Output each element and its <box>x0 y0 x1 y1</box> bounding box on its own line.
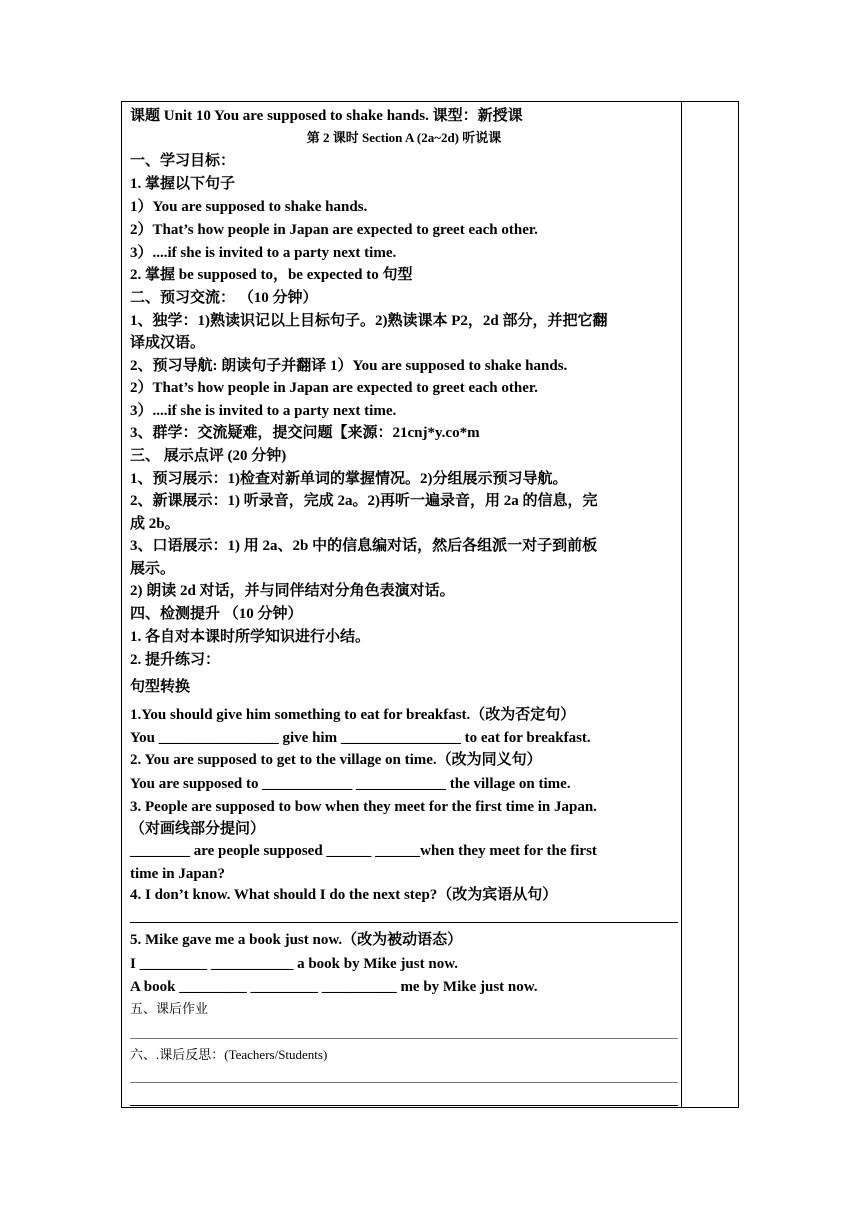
preview-guide-sentence-2: 2）That’s how people in Japan are expected to greet each other. <box>130 380 538 396</box>
homework-writing-line <box>130 1038 678 1039</box>
question-3: 3. People are supposed to bow when they meet for the first time in Japan. <box>130 799 597 815</box>
preview-group-study: 3、群学：交流疑难，提交问题【来源：21cnj*y.co*m <box>130 425 480 441</box>
preview-heading: 二、预习交流： （10 分钟） <box>130 290 318 306</box>
lesson-title: 课题 Unit 10 You are supposed to shake hands. 课型：新授课 <box>130 108 523 124</box>
preview-guide-sentence-3: 3）....if she is invited to a party next time. <box>130 403 397 419</box>
question-1: 1.You should give him something to eat for breakfast.（改为否定句） <box>130 707 576 723</box>
question-5-answer-line-2: A book _________ _________ __________ me by Mike just now. <box>130 979 538 995</box>
preview-guide: 2、预习导航: 朗读句子并翻译 1）You are supposed to shake hands. <box>130 358 568 374</box>
question-4: 4. I don’t know. What should I do the next step?（改为宾语从句） <box>130 887 558 903</box>
show-item-2-line-2: 成 2b。 <box>130 516 180 532</box>
test-item-2: 2. 提升练习： <box>130 652 221 668</box>
question-2-answer: You are supposed to ____________ ____________ the village on time. <box>130 776 571 792</box>
reflection-writing-line-1 <box>130 1082 678 1083</box>
question-3-answer-line-1: ________ are people supposed ______ ______when they meet for the first <box>130 843 597 859</box>
objective-item-2: 2. 掌握 be supposed to，be expected to 句型 <box>130 267 413 283</box>
target-sentence-2: 2）That’s how people in Japan are expected to greet each other. <box>130 222 538 238</box>
preview-solo-line-1: 1、独学：1)熟读识记以上目标句子。2)熟读课本 P2，2d 部分，并把它翻 <box>130 313 608 329</box>
lesson-plan-table <box>121 101 739 1108</box>
reflection-writing-line-2 <box>130 1105 678 1106</box>
question-3-answer-line-2: time in Japan? <box>130 866 226 882</box>
reflection-heading: 六、.课后反思：(Teachers/Students) <box>130 1047 328 1062</box>
right-column-divider <box>681 102 682 1107</box>
target-sentence-1: 1）You are supposed to shake hands. <box>130 199 368 215</box>
question-1-answer: You ________________ give him ________________ to eat for breakfast. <box>130 730 591 746</box>
objectives-heading: 一、学习目标： <box>130 153 236 169</box>
show-item-3-line-2: 展示。 <box>130 561 176 577</box>
question-4-answer-line <box>130 922 678 923</box>
question-5-answer-line-1: I _________ ___________ a book by Mike just now. <box>130 956 458 972</box>
exercise-label: 句型转换 <box>130 679 191 695</box>
show-item-3-line-1: 3、口语展示：1) 用 2a、2b 中的信息编对话，然后各组派一对子到前板 <box>130 538 598 554</box>
test-item-1: 1. 各自对本课时所学知识进行小结。 <box>130 629 371 645</box>
homework-heading: 五、课后作业 <box>130 1001 209 1016</box>
preview-solo-line-2: 译成汉语。 <box>130 335 206 351</box>
question-3-note: （对画线部分提问） <box>130 821 266 837</box>
question-5: 5. Mike gave me a book just now.（改为被动语态） <box>130 932 463 948</box>
test-heading: 四、检测提升 （10 分钟） <box>130 606 303 622</box>
objective-item-1: 1. 掌握以下句子 <box>130 176 236 192</box>
show-item-1: 1、预习展示：1)检查对新单词的掌握情况。2)分组展示预习导航。 <box>130 471 568 487</box>
lesson-subtitle: 第 2 课时 Section A (2a~2d) 听说课 <box>306 130 502 145</box>
show-item-2-line-1: 2、新课展示：1) 听录音，完成 2a。2)再听一遍录音，用 2a 的信息，完 <box>130 493 598 509</box>
target-sentence-3: 3）....if she is invited to a party next time. <box>130 245 397 261</box>
question-2: 2. You are supposed to get to the village on time.（改为同义句） <box>130 752 542 768</box>
show-heading: 三、 展示点评 (20 分钟) <box>130 448 287 464</box>
show-item-4: 2) 朗读 2d 对话，并与同伴结对分角色表演对话。 <box>130 583 455 599</box>
